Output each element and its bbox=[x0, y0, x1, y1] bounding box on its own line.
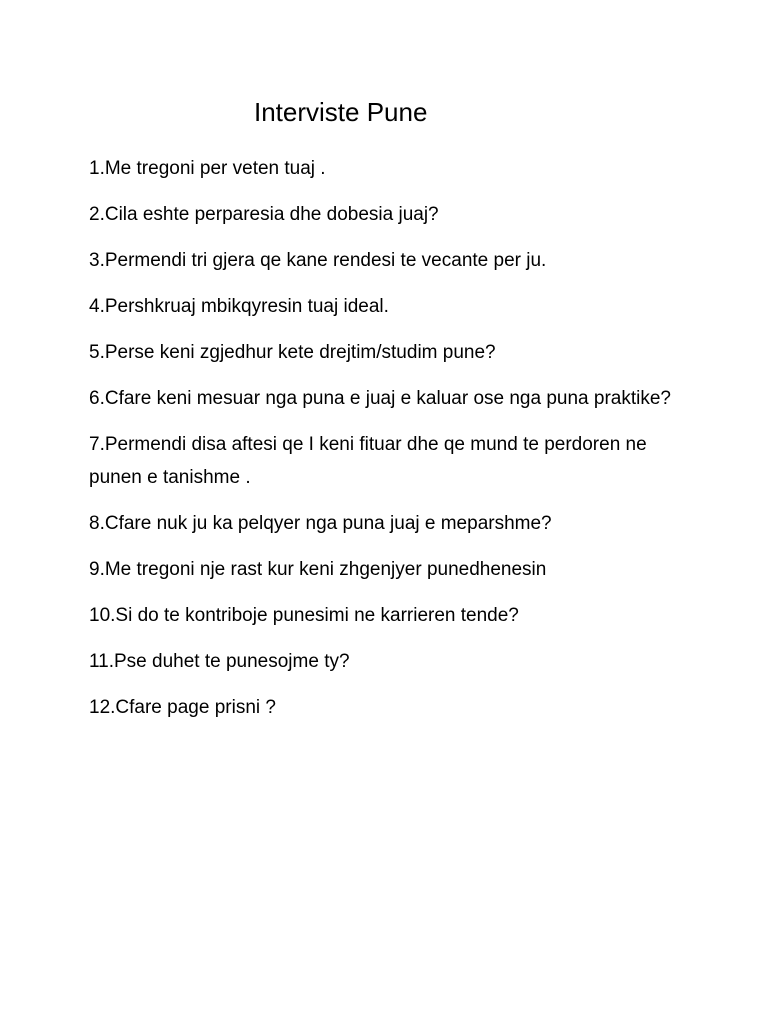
question-item: 12.Cfare page prisni ? bbox=[89, 697, 276, 718]
question-item: 2.Cila eshte perparesia dhe dobesia juaj? bbox=[89, 204, 439, 225]
question-item: 4.Pershkruaj mbikqyresin tuaj ideal. bbox=[89, 296, 389, 317]
question-item: 5.Perse keni zgjedhur kete drejtim/studim pune? bbox=[89, 342, 496, 363]
question-item: 7.Permendi disa aftesi qe I keni fituar dhe qe mund te perdoren ne punen e tanishme . bbox=[89, 434, 647, 488]
question-item: 8.Cfare nuk ju ka pelqyer nga puna juaj e meparshme? bbox=[89, 513, 552, 534]
question-item: 11.Pse duhet te punesojme ty? bbox=[89, 651, 350, 672]
question-item: 3.Permendi tri gjera qe kane rendesi te vecante per ju. bbox=[89, 250, 547, 271]
question-item: 6.Cfare keni mesuar nga puna e juaj e kaluar ose nga puna praktike? bbox=[89, 388, 671, 409]
question-item: 10.Si do te kontriboje punesimi ne karrieren tende? bbox=[89, 605, 519, 626]
question-item: 1.Me tregoni per veten tuaj . bbox=[89, 158, 326, 179]
document-title: Interviste Pune bbox=[254, 97, 428, 127]
question-item: 9.Me tregoni nje rast kur keni zhgenjyer punedhenesin bbox=[89, 559, 547, 580]
question-list bbox=[89, 152, 689, 737]
